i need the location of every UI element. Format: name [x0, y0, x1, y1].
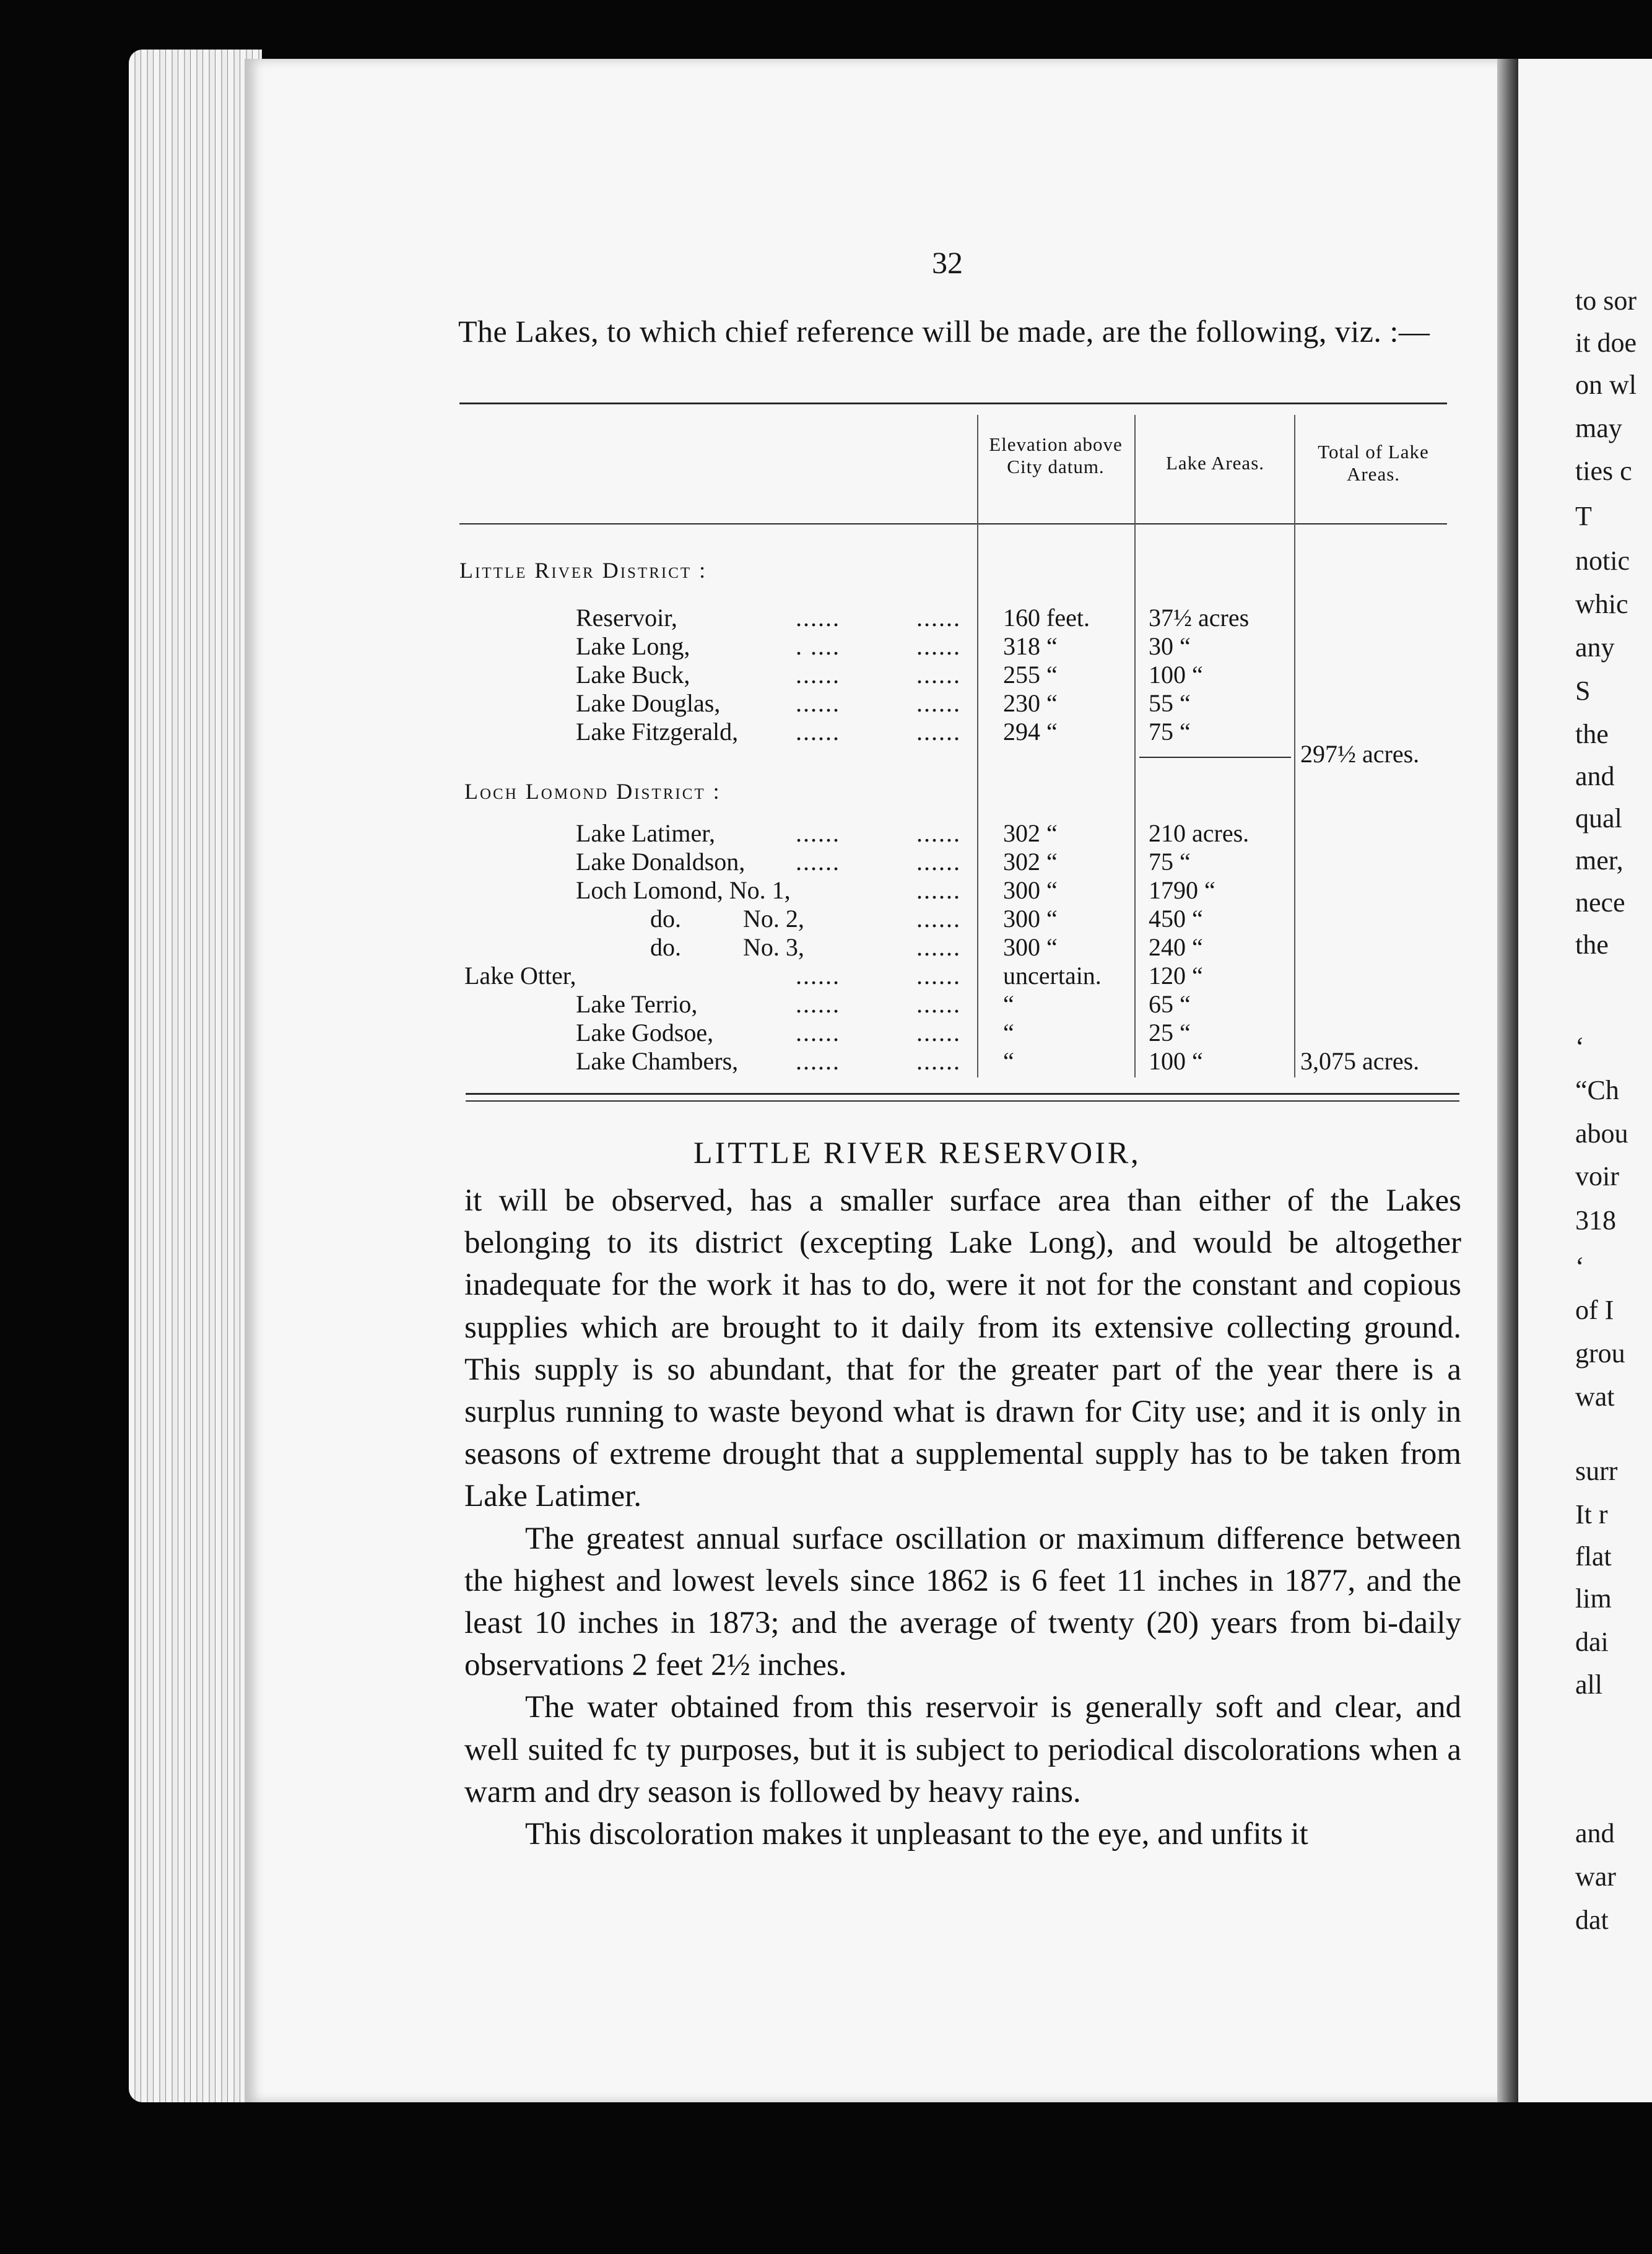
table-bottom-rule-2 [466, 1100, 1459, 1102]
facing-page-text-fragment: the [1575, 929, 1609, 960]
facing-page-text-fragment: ‘ [1575, 1032, 1585, 1062]
lake-name: Lake Donaldson, [576, 848, 746, 876]
facing-page-text-fragment: grou [1575, 1338, 1625, 1368]
header-lake-areas: Lake Areas. [1165, 452, 1265, 474]
lake-name: Lake Douglas, [576, 689, 721, 717]
facing-page-text-fragment: dat [1575, 1905, 1609, 1935]
facing-page-text-fragment: all [1575, 1669, 1602, 1700]
facing-page-text-fragment: surr [1575, 1456, 1618, 1486]
facing-page-text-fragment: nece [1575, 887, 1625, 918]
dot-leader: ...... [916, 905, 961, 933]
elevation-cell: “ [1003, 1047, 1014, 1075]
table-top-rule [459, 402, 1447, 404]
page-number: 32 [932, 245, 963, 280]
lake-name: Reservoir, [576, 604, 677, 632]
facing-page-text-fragment: qual [1575, 803, 1622, 833]
facing-page-text-fragment: war [1575, 1861, 1616, 1892]
table-row [0, 632, 1652, 661]
dot-leader: ...... [796, 990, 840, 1018]
district-total-row [0, 740, 1652, 768]
elevation-cell: “ [1003, 1019, 1014, 1046]
lake-name: Lake Terrio, [576, 990, 698, 1018]
area-cell: 55 “ [1149, 689, 1191, 717]
table-row [0, 933, 1652, 962]
facing-page-text-fragment: ‘ [1575, 1251, 1585, 1282]
facing-page-text-fragment: voir [1575, 1161, 1619, 1191]
elevation-cell: 300 “ [1003, 876, 1058, 904]
district-total-row [0, 1047, 1652, 1076]
dot-leader: ...... [916, 604, 961, 632]
area-cell: 75 “ [1149, 718, 1191, 746]
paragraph-2: The greatest annual surface oscillation or maximum difference between the highest and lowest levels since 1862 is 6 feet 11 inches in 1877, and the least 10 inches in 1873; and the average of twenty (20) years from bi-daily observations 2 feet 2½ inches. [464, 1521, 1461, 1683]
dot-leader: ...... [796, 962, 840, 990]
dot-leader: ...... [916, 1019, 961, 1046]
facing-page-text-fragment: T [1575, 501, 1592, 531]
lake-name: do. No. 3, [650, 933, 804, 961]
facing-page-text-fragment: lim [1575, 1583, 1612, 1614]
lake-name: Lake Godsoe, [576, 1019, 714, 1046]
facing-page-text-fragment: 318 [1575, 1205, 1616, 1235]
facing-page-text-fragment: on wl [1575, 370, 1637, 400]
dot-leader: ...... [796, 1019, 840, 1046]
dot-leader: ...... [916, 962, 961, 990]
facing-page-text-fragment: wat [1575, 1382, 1615, 1412]
area-cell: 25 “ [1149, 1019, 1191, 1046]
area-cell: 37½ acres [1149, 604, 1250, 632]
facing-page-edge [1518, 59, 1652, 2102]
elevation-cell: 230 “ [1003, 689, 1058, 717]
area-cell: 240 “ [1149, 933, 1203, 961]
area-cell: 100 “ [1149, 1047, 1203, 1075]
subtotal-rule [1139, 757, 1291, 758]
paragraph-3: The water obtained from this reservoir is generally soft and clear, and well suited fc ty purposes, but it is subject to periodical discolorations when a warm and dry season is followed by heavy rains. [464, 1690, 1461, 1809]
area-cell: 120 “ [1149, 962, 1203, 990]
dot-leader: ...... [796, 718, 840, 746]
elevation-cell: 302 “ [1003, 848, 1058, 876]
lake-name: Lake Otter, [464, 962, 576, 990]
dot-leader: ...... [796, 1047, 840, 1075]
area-cell: 75 “ [1149, 848, 1191, 876]
header-total: Total of Lake Areas. [1318, 441, 1429, 485]
elevation-cell: 318 “ [1003, 632, 1058, 660]
area-cell: 100 “ [1149, 661, 1203, 689]
dot-leader: ...... [916, 632, 961, 660]
dot-leader: ...... [796, 604, 840, 632]
area-cell: 65 “ [1149, 990, 1191, 1018]
elevation-cell: 294 “ [1003, 718, 1058, 746]
elevation-cell: 300 “ [1003, 933, 1058, 961]
dot-leader: ...... [796, 689, 840, 717]
lake-name: Lake Long, [576, 632, 690, 660]
facing-page-text-fragment: mer, [1575, 845, 1624, 876]
table-row [0, 689, 1652, 718]
table-row [0, 661, 1652, 689]
facing-page-text-fragment: it doe [1575, 328, 1637, 358]
dot-leader: ...... [796, 661, 840, 689]
lake-name: Loch Lomond, No. 1, [576, 876, 791, 904]
elevation-cell: 160 feet. [1003, 604, 1090, 632]
facing-page-text-fragment: of I [1575, 1295, 1614, 1325]
elevation-cell: 300 “ [1003, 905, 1058, 933]
dot-leader: ...... [796, 848, 840, 876]
dot-leader: ...... [916, 1047, 961, 1075]
facing-page-text-fragment: notic [1575, 546, 1630, 576]
table-row [0, 819, 1652, 848]
lake-name: Lake Chambers, [576, 1047, 739, 1075]
table-row [0, 905, 1652, 933]
facing-page-text-fragment: and [1575, 761, 1615, 791]
dot-leader: ...... [916, 876, 961, 904]
dot-leader: ...... [916, 661, 961, 689]
facing-page-text-fragment: “Ch [1575, 1075, 1619, 1105]
elevation-cell: 255 “ [1003, 661, 1058, 689]
lake-name: Lake Fitzgerald, [576, 718, 739, 746]
table-row [0, 962, 1652, 990]
elevation-cell: 302 “ [1003, 819, 1058, 847]
facing-page-text-fragment: and [1575, 1818, 1615, 1848]
facing-page-text-fragment: flat [1575, 1541, 1612, 1572]
dot-leader: ...... [916, 848, 961, 876]
dot-leader: ...... [916, 718, 961, 746]
district-total: 3,075 acres. [1300, 1047, 1420, 1075]
body-text [464, 1180, 1461, 1855]
facing-page-text-fragment: abou [1575, 1118, 1628, 1149]
facing-page-text-fragment: the [1575, 719, 1609, 749]
facing-page-text-fragment: any [1575, 632, 1615, 663]
table-row [0, 876, 1652, 905]
area-cell: 1790 “ [1149, 876, 1215, 904]
facing-page-text-fragment: It r [1575, 1499, 1608, 1530]
table-header-rule [459, 523, 1447, 524]
dot-leader: ...... [916, 990, 961, 1018]
lake-name: Lake Buck, [576, 661, 690, 689]
area-cell: 30 “ [1149, 632, 1191, 660]
table-row [0, 1019, 1652, 1047]
facing-page-text-fragment: S [1575, 676, 1591, 706]
lake-name: do. No. 2, [650, 905, 804, 933]
table-bottom-rule-1 [466, 1093, 1459, 1095]
intro-text: The Lakes, to which chief reference will be made, are the following, viz. :— [458, 314, 1430, 349]
district-heading: Loch Lomond District : [464, 779, 721, 804]
paragraph-4: This discoloration makes it unpleasant to the eye, and unfits it [525, 1817, 1308, 1852]
area-cell: 210 acres. [1149, 819, 1250, 847]
section-title: LITTLE RIVER RESERVOIR, [693, 1135, 1141, 1170]
dot-leader: . .... [796, 632, 840, 660]
facing-page-text-fragment: ties c [1575, 456, 1632, 486]
facing-page-text-fragment: to sor [1575, 285, 1637, 316]
facing-page-text-fragment: may [1575, 413, 1622, 443]
dot-leader: ...... [796, 819, 840, 847]
elevation-cell: “ [1003, 990, 1014, 1018]
lake-name: Lake Latimer, [576, 819, 715, 847]
facing-page-text-fragment: whic [1575, 589, 1628, 619]
district-heading: Little River District : [459, 558, 708, 583]
book-page-edges [129, 50, 262, 2102]
area-cell: 450 “ [1149, 905, 1203, 933]
facing-page-text-fragment: dai [1575, 1627, 1609, 1657]
dot-leader: ...... [916, 689, 961, 717]
dot-leader: ...... [916, 933, 961, 961]
table-row [0, 848, 1652, 876]
table-row [0, 990, 1652, 1019]
district-total: 297½ acres. [1300, 740, 1420, 768]
elevation-cell: uncertain. [1003, 962, 1102, 990]
paragraph-1: it will be observed, has a smaller surface area than either of the Lakes belonging to its district (excepting Lake Long), and would be altogether inadequate for the work it has to do, were it not for the constant and copious supplies which are brought to it daily from its extensive collecting ground. This supply is so abundant, that for the greater part of the year there is a surplus running to waste beyond what is drawn for City use; and it is only in seasons of extreme drought that a supplemental supply has to be taken from Lake Latimer. [464, 1183, 1461, 1514]
dot-leader: ...... [916, 819, 961, 847]
table-row [0, 604, 1652, 632]
header-elevation: Elevation above City datum. [989, 433, 1123, 477]
book-gutter [1497, 59, 1518, 2102]
